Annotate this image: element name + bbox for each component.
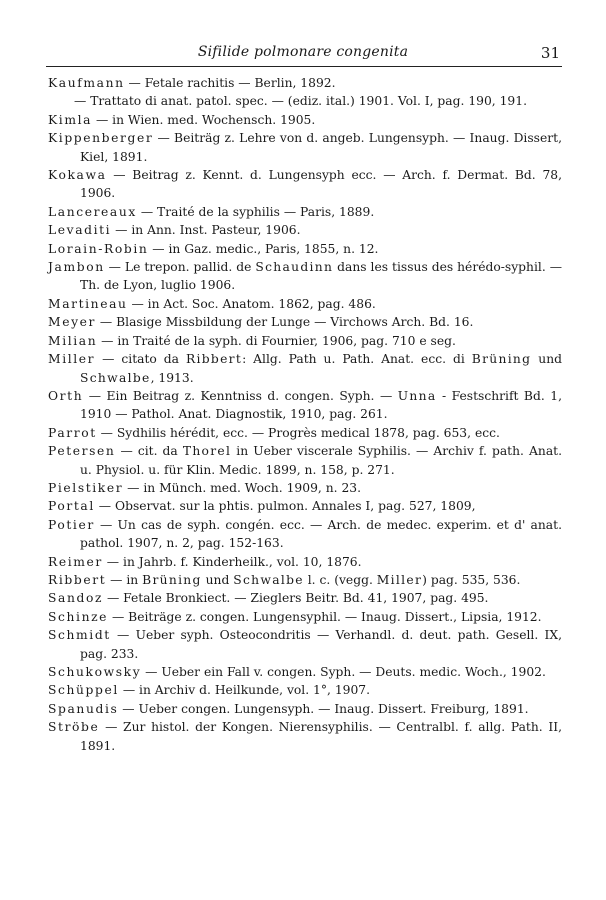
header-rule	[46, 66, 562, 67]
bibliography-entry	[48, 332, 562, 350]
bibliography-entry	[48, 258, 562, 295]
bibliography-list	[48, 74, 562, 755]
running-head	[46, 44, 560, 62]
page-number: 31	[540, 44, 560, 62]
running-title: Sifilide polmonare congenita	[197, 44, 409, 60]
entry-text: — Ueber congen. Lungensyph. — Inaug. Dissert. Freiburg, 1891.	[118, 701, 529, 716]
entry-text: — in Archiv d. Heilkunde, vol. 1°, 1907.	[118, 683, 371, 698]
entry-text: — cit. da	[115, 444, 183, 459]
entry-author: Portal	[48, 499, 95, 514]
bibliography-entry	[48, 129, 562, 166]
bibliography-entry	[48, 497, 562, 515]
entry-author: Ströbe	[48, 720, 100, 735]
entry-text: — in Ann. Inst. Pasteur, 1906.	[111, 223, 301, 238]
entry-text: — Un cas de syph. congén. ecc. — Arch. de medec. experim. et d' anat. pathol. 1907, n. 2, pag. 152-163.	[80, 517, 562, 551]
entry-author: Orth	[48, 388, 84, 403]
entry-author: Jambon	[48, 260, 105, 275]
entry-text: — Beitrag z. Kennt. d. Lungensyph ecc. — Arch. f. Dermat. Bd. 78, 1906.	[80, 168, 562, 201]
cited-name: Brüning	[471, 352, 532, 367]
entry-author: Kippenberger	[48, 131, 154, 146]
entry-author: Milian	[48, 333, 98, 348]
cited-name: Unna	[397, 388, 437, 403]
bibliography-entry	[48, 516, 562, 553]
entry-author: Martineau	[48, 296, 128, 311]
bibliography-entry	[48, 663, 562, 681]
entry-text: — Ueber ein Fall v. congen. Syph. — Deuts. medic. Woch., 1902.	[141, 665, 546, 679]
entry-text: — in Wien. med. Wochensch. 1905.	[92, 112, 316, 127]
cited-name: Miller	[376, 572, 423, 587]
entry-text: - Festschrift Bd. 1, 1910 — Pathol. Anat. Diagnostik, 1910, pag. 261.	[80, 388, 562, 422]
entry-text: — citato da	[95, 352, 186, 367]
entry-text: dans les tissus des hérédo-syphil. — Th. de Lyon, luglio 1906.	[80, 260, 562, 293]
bibliography-entry	[48, 111, 562, 129]
entry-author: Kokawa	[48, 168, 107, 183]
entry-text: — in Münch. med. Woch. 1909, n. 23.	[123, 480, 362, 495]
bibliography-entry	[48, 718, 562, 755]
cited-name: Schwalbe	[80, 370, 151, 385]
entry-text: l. c. (vegg.	[303, 572, 377, 587]
entry-text: und	[531, 352, 562, 367]
entry-author: Petersen	[48, 444, 116, 459]
entry-text: — Observat. sur la phtis. pulmon. Annales I, pag. 527, 1809,	[94, 499, 476, 514]
entry-author: Lorain-Robin	[48, 241, 149, 256]
entry-text: — Zur histol. der Kongen. Nierensyphilis. — Centralbl. f. allg. Path. II, 1891.	[80, 720, 562, 753]
entry-author: Schukowsky	[48, 665, 142, 679]
entry-text: — Beiträge z. congen. Lungensyphil. — Inaug. Dissert., Lipsia, 1912.	[108, 609, 542, 624]
entry-author: Potier	[48, 517, 95, 532]
cited-name: Schwalbe	[233, 572, 304, 587]
bibliography-entry	[48, 240, 562, 258]
entry-text: — Ueber syph. Osteocondritis — Verhandl. d. deut. path. Gesell. IX, pag. 233.	[80, 628, 562, 661]
bibliography-entry	[48, 313, 562, 331]
entry-text: — Ein Beitrag z. Kenntniss d. congen. Syph. —	[83, 388, 398, 403]
bibliography-entry	[48, 700, 562, 718]
entry-text: — Fetale rachitis — Berlin, 1892.	[124, 76, 336, 90]
bibliography-entry	[48, 74, 562, 92]
entry-text: — Le trepon. pallid. de	[104, 260, 256, 275]
entry-text: — in	[106, 572, 143, 587]
entry-author: Kimla	[48, 112, 93, 127]
entry-text: — Fetale Bronkiect. — Zieglers Beitr. Bd. 41, 1907, pag. 495.	[103, 591, 489, 606]
entry-author: Miller	[48, 352, 96, 367]
bibliography-entry	[48, 92, 562, 110]
bibliography-entry	[48, 203, 562, 221]
entry-author: Schinze	[48, 609, 109, 624]
bibliography-entry	[48, 626, 562, 663]
cited-name: Schaudinn	[255, 260, 334, 275]
entry-text: — in Traité de la syph. di Fournier, 1906, pag. 710 e seg.	[97, 333, 456, 348]
entry-text: — in Jahrb. f. Kinderheilk., vol. 10, 1876.	[102, 554, 362, 569]
entry-author: Sandoz	[48, 591, 104, 606]
bibliography-entry	[48, 424, 562, 442]
entry-author: Schüppel	[48, 683, 119, 698]
entry-author: Levaditi	[48, 223, 112, 238]
entry-author: Reimer	[48, 554, 103, 569]
entry-text: — Traité de la syphilis — Paris, 1889.	[136, 204, 375, 219]
bibliography-entry	[48, 166, 562, 203]
bibliography-entry	[48, 553, 562, 571]
bibliography-entry	[48, 221, 562, 239]
entry-text: — Blasige Missbildung der Lunge — Virchows Arch. Bd. 16.	[95, 315, 474, 330]
bibliography-entry	[48, 350, 562, 387]
entry-author: Kaufmann	[48, 76, 125, 90]
cited-name: Brüning	[142, 572, 202, 587]
bibliography-entry	[48, 589, 562, 607]
entry-author: Spanudis	[48, 701, 119, 716]
entry-author: Parrot	[48, 425, 97, 440]
entry-text: — in Act. Soc. Anatom. 1862, pag. 486.	[127, 296, 376, 311]
entry-author: Schmidt	[48, 628, 111, 643]
entry-text: , 1913.	[150, 370, 194, 385]
entry-text: — Sydhilis hérédit, ecc. — Progrès medical 1878, pag. 653, ecc.	[96, 425, 500, 440]
entry-author: Meyer	[48, 315, 96, 330]
entry-text: — in Gaz. medic., Paris, 1855, n. 12.	[148, 241, 379, 256]
entry-author: Pielstiker	[48, 480, 124, 495]
bibliography-entry	[48, 442, 562, 479]
entry-text: : Allg. Path u. Path. Anat. ecc. di	[242, 352, 472, 367]
entry-author: Lancereaux	[48, 204, 137, 219]
cited-name: Ribbert	[185, 352, 243, 367]
bibliography-entry	[48, 681, 562, 699]
cited-name: Thorel	[182, 444, 232, 459]
bibliography-entry	[48, 571, 562, 589]
entry-text: und	[201, 572, 234, 587]
bibliography-entry	[48, 608, 562, 626]
entry-author: Ribbert	[48, 572, 107, 587]
entry-text: — Beiträg z. Lehre von d. angeb. Lungensyph. — Inaug. Dissert, Kiel, 1891.	[80, 131, 562, 164]
bibliography-entry	[48, 387, 562, 424]
entry-text: in Ueber viscerale Syphilis. — Archiv f. path. Anat. u. Physiol. u. für Klin. Medic. 1899, n. 158, p. 271.	[80, 444, 562, 477]
entry-text: — Trattato di anat. patol. spec. — (ediz. ital.) 1901. Vol. I, pag. 190, 191.	[74, 94, 527, 109]
entry-text: ) pag. 535, 536.	[422, 572, 521, 587]
bibliography-entry	[48, 479, 562, 497]
bibliography-entry	[48, 295, 562, 313]
